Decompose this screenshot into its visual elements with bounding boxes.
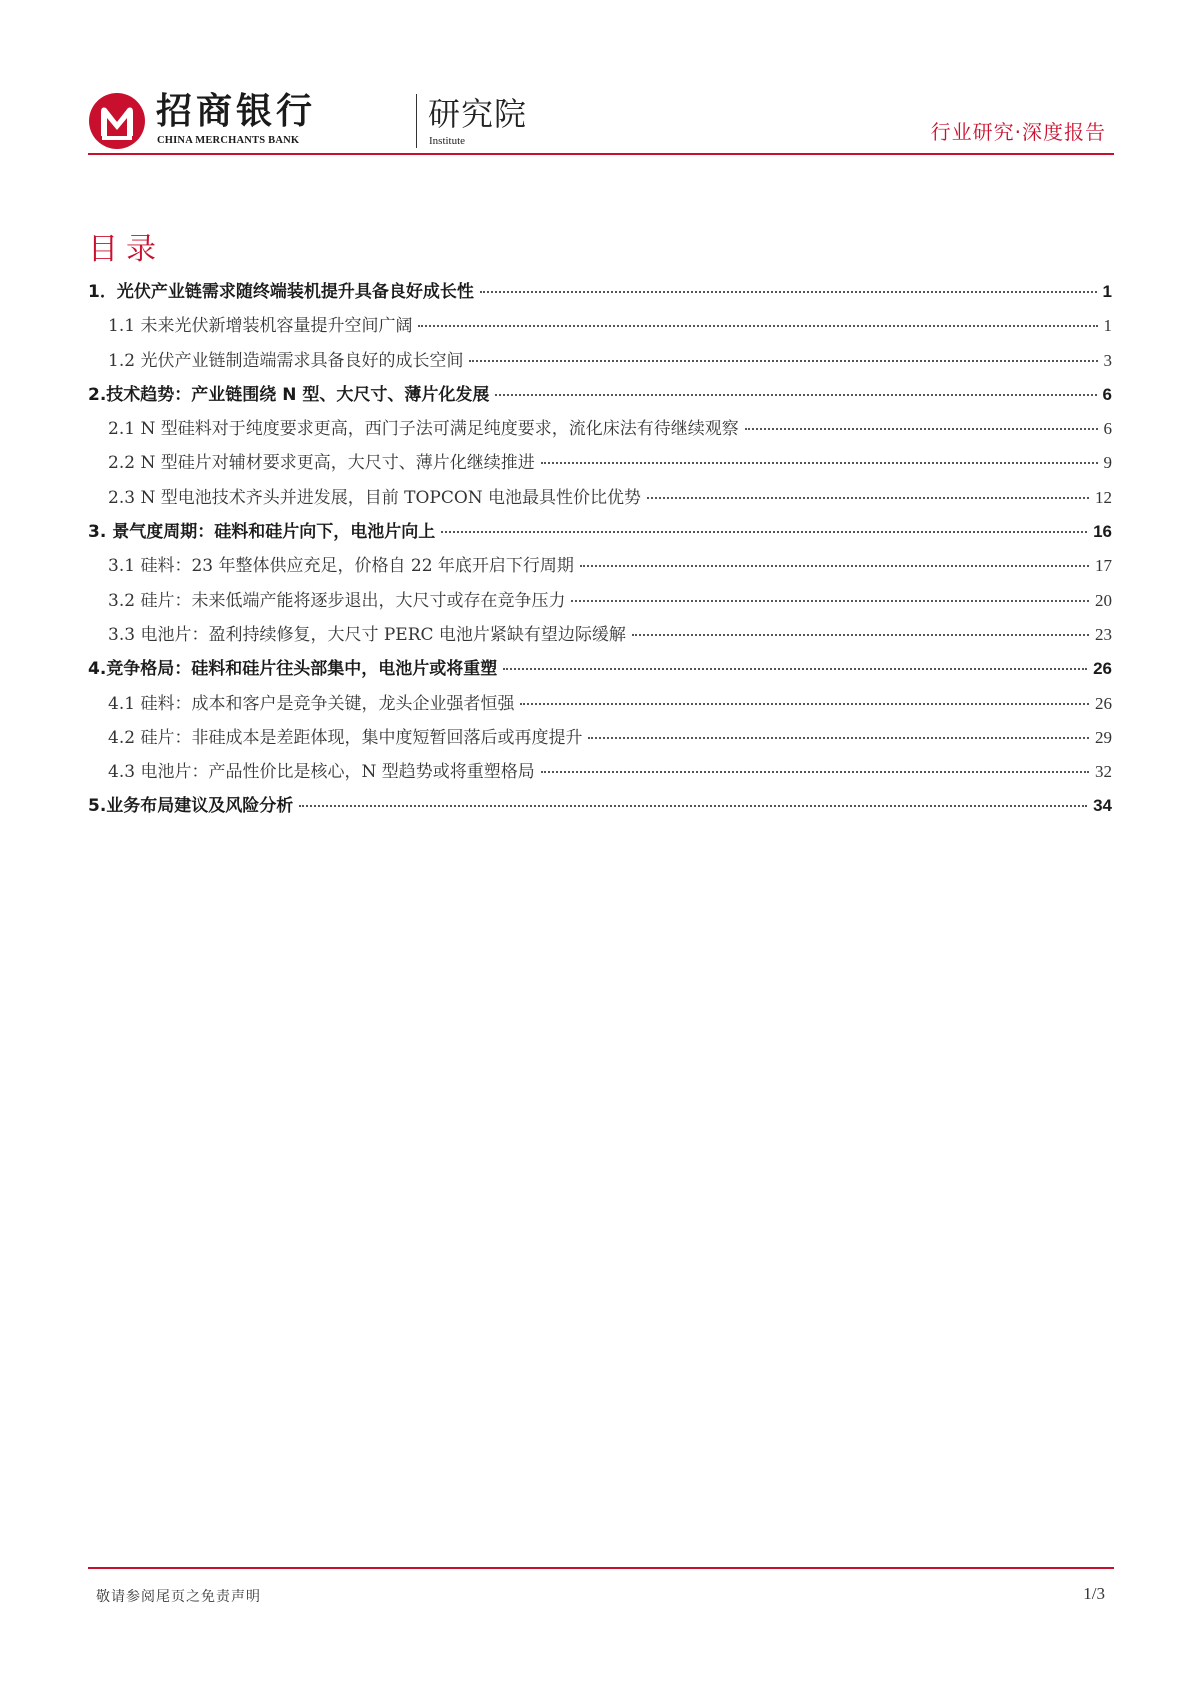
footer-divider bbox=[88, 1567, 1114, 1569]
toc-entry-page: 20 bbox=[1095, 590, 1112, 610]
toc-entry-page: 16 bbox=[1093, 522, 1112, 542]
toc-entry[interactable] bbox=[88, 791, 1112, 825]
header-divider bbox=[88, 153, 1114, 155]
cmb-logo-icon bbox=[88, 92, 146, 150]
toc-leader-dots bbox=[469, 359, 1097, 362]
toc-entry[interactable] bbox=[88, 757, 1112, 791]
toc-entry-page: 6 bbox=[1102, 384, 1112, 404]
toc-entry-page: 1 bbox=[1102, 282, 1112, 301]
toc-entry-page: 12 bbox=[1095, 487, 1112, 507]
toc-entry-page: 23 bbox=[1095, 624, 1112, 644]
toc-entry[interactable] bbox=[88, 689, 1112, 723]
toc-leader-dots bbox=[632, 633, 1089, 636]
toc-entry-page: 29 bbox=[1095, 727, 1112, 747]
toc-entry-label: 1.2 光伏产业链制造端需求具备良好的成长空间 bbox=[108, 350, 464, 371]
toc-entry-label: 4.1 硅料：成本和客户是竞争关键，龙头企业强者恒强 bbox=[108, 693, 515, 714]
toc-entry-label: 1.1 未来光伏新增装机容量提升空间广阔 bbox=[108, 316, 413, 337]
toc-leader-dots bbox=[541, 770, 1089, 773]
toc-entry-label: 2.技术趋势：产业链围绕 N 型、大尺寸、薄片化发展 bbox=[88, 384, 490, 405]
toc-entry[interactable] bbox=[88, 414, 1112, 448]
toc-entry-label: 1．光伏产业链需求随终端装机提升具备良好成长性 bbox=[88, 282, 474, 302]
toc-entry-label: 3.2 硅片：未来低端产能将逐步退出，大尺寸或存在竞争压力 bbox=[108, 590, 566, 611]
toc-leader-dots bbox=[495, 393, 1096, 396]
toc-leader-dots bbox=[745, 427, 1098, 430]
toc-entry[interactable] bbox=[88, 380, 1112, 414]
institute-name-cn: 研究院 bbox=[428, 95, 528, 133]
toc-entry-page: 17 bbox=[1095, 556, 1112, 576]
toc-leader-dots bbox=[441, 530, 1087, 533]
toc-entry-label: 2.1 N 型硅料对于纯度要求更高，西门子法可满足纯度要求，流化床法有待继续观察 bbox=[108, 419, 739, 440]
toc-entry-page: 6 bbox=[1103, 419, 1112, 439]
toc-leader-dots bbox=[520, 702, 1089, 705]
toc-leader-dots bbox=[571, 599, 1089, 602]
page-number: 1/3 bbox=[1083, 1584, 1105, 1603]
toc-entry-page: 26 bbox=[1093, 659, 1112, 679]
footer-disclaimer: 敬请参阅尾页之免责声明 bbox=[96, 1589, 261, 1605]
toc-entry-label: 3.1 硅料：23 年整体供应充足，价格自 22 年底开启下行周期 bbox=[108, 556, 574, 577]
toc-entry[interactable] bbox=[88, 586, 1112, 620]
report-type: 行业研究·深度报告 bbox=[930, 120, 1106, 144]
toc-entry-page: 9 bbox=[1103, 453, 1112, 473]
toc-entry[interactable] bbox=[88, 620, 1112, 654]
toc-entry-label: 4.竞争格局：硅料和硅片往头部集中，电池片或将重塑 bbox=[88, 659, 498, 680]
toc-leader-dots bbox=[480, 290, 1097, 293]
toc-entry-label: 3. 景气度周期：硅料和硅片向下，电池片向上 bbox=[88, 522, 436, 543]
toc-entry-label: 4.2 硅片：非硅成本是差距体现，集中度短暂回落后或再度提升 bbox=[108, 727, 583, 748]
toc-entry[interactable] bbox=[88, 311, 1112, 345]
toc-leader-dots bbox=[580, 564, 1089, 567]
toc-entry[interactable] bbox=[88, 448, 1112, 482]
toc-entry[interactable] bbox=[88, 551, 1112, 585]
toc-leader-dots bbox=[541, 461, 1098, 464]
toc-entry-page: 3 bbox=[1103, 350, 1112, 370]
toc-leader-dots bbox=[647, 496, 1089, 499]
toc-entry-label: 2.3 N 型电池技术齐头并进发展，目前 TOPCON 电池最具性价比优势 bbox=[108, 487, 642, 508]
brand-name-cn: 招商银行 bbox=[156, 91, 317, 132]
brand-divider bbox=[416, 94, 417, 148]
toc-entry[interactable] bbox=[88, 654, 1112, 688]
toc-entry-label: 2.2 N 型硅片对辅材要求更高，大尺寸、薄片化继续推进 bbox=[108, 453, 535, 474]
toc-leader-dots bbox=[503, 667, 1087, 670]
toc-entry-label: 4.3 电池片：产品性价比是核心，N 型趋势或将重塑格局 bbox=[108, 762, 535, 783]
toc-entry-page: 34 bbox=[1093, 796, 1112, 816]
toc-entry-page: 26 bbox=[1095, 693, 1112, 713]
toc-entry[interactable] bbox=[88, 277, 1112, 311]
toc-entry-page: 32 bbox=[1095, 762, 1112, 782]
toc-entry[interactable] bbox=[88, 346, 1112, 380]
toc-entry-page: 1 bbox=[1103, 316, 1112, 336]
toc-entry-label: 3.3 电池片：盈利持续修复，大尺寸 PERC 电池片紧缺有望边际缓解 bbox=[108, 624, 626, 645]
institute-name-en: Institute bbox=[429, 135, 466, 147]
table-of-contents bbox=[88, 277, 1112, 826]
toc-entry-label: 5.业务布局建议及风险分析 bbox=[88, 796, 294, 817]
toc-leader-dots bbox=[418, 324, 1097, 327]
toc-leader-dots bbox=[588, 736, 1089, 739]
toc-leader-dots bbox=[299, 804, 1087, 807]
brand-name-en: CHINA MERCHANTS BANK bbox=[157, 135, 300, 146]
page-header bbox=[88, 88, 1114, 154]
toc-entry[interactable] bbox=[88, 723, 1112, 757]
toc-title: 目录 bbox=[88, 232, 164, 267]
toc-entry[interactable] bbox=[88, 517, 1112, 551]
toc-entry[interactable] bbox=[88, 483, 1112, 517]
